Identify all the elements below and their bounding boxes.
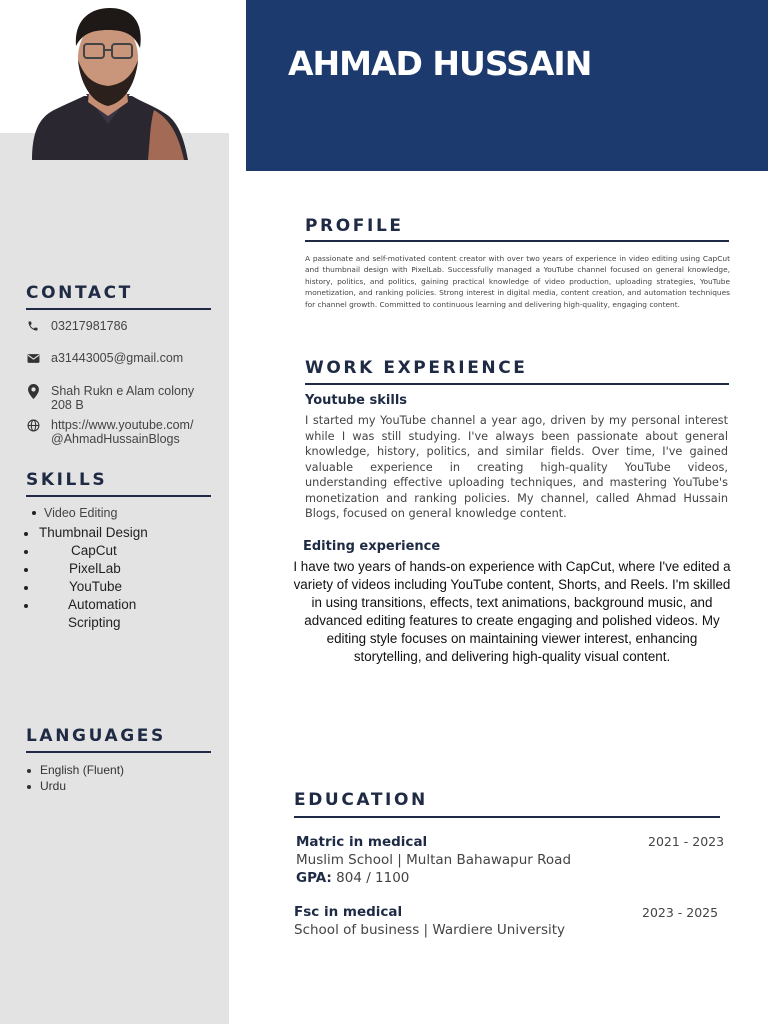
skill-item: Scripting — [68, 615, 121, 630]
skills-divider — [26, 495, 211, 497]
degree-years: 2023 - 2025 — [642, 905, 719, 920]
degree-years: 2021 - 2023 — [648, 834, 725, 849]
profile-divider — [305, 240, 729, 242]
languages-heading: LANGUAGES — [26, 726, 166, 746]
languages-divider — [26, 751, 211, 753]
job-title: Youtube skills — [305, 393, 408, 408]
address-text: Shah Rukn e Alam colony 208 B — [51, 384, 195, 412]
contact-address — [26, 384, 194, 412]
skill-item: CapCut — [26, 542, 216, 560]
degree-title: Matric in medical — [296, 834, 428, 850]
profile-heading: PROFILE — [305, 216, 404, 236]
skill-item: PixelLab — [26, 560, 216, 578]
location-pin-icon — [26, 384, 40, 398]
mail-icon — [26, 351, 40, 365]
gpa-label: GPA: — [296, 870, 332, 886]
contact-email — [26, 351, 183, 365]
contact-divider — [26, 308, 211, 310]
school-name: School of business | Wardiere University — [294, 922, 566, 938]
website-link[interactable]: https://www.youtube.com/ @AhmadHussainBlogs — [51, 418, 194, 446]
email-address[interactable]: a31443005@gmail.com — [51, 351, 184, 365]
skill-item: Video Editing — [26, 504, 216, 522]
contact-phone — [26, 319, 127, 333]
profile-photo — [28, 6, 188, 160]
candidate-name: AHMAD HUSSAIN — [288, 44, 592, 83]
skill-item: Thumbnail Design — [26, 524, 216, 542]
header-band — [246, 0, 768, 171]
profile-summary: A passionate and self-motivated content creator with over two years of experience in video editing using CapCut and thumbnail design with PixelLab. Successfully managed a YouTube channel focused on general knowledge, history, politics, and politics, gaining practical knowledge of video production, uploading strategies, YouTube monetization, and ranking policies. Strong interest in digital media, content creation, and automation techniques for channel growth. Committed to continuous learning and delivering high-quality, engaging content. — [305, 254, 730, 309]
language-item: Urdu — [27, 779, 66, 793]
job-description: I have two years of hands-on experience with CapCut, where I've edited a variety of videos including YouTube content, Shorts, and Reels. I'm skilled in using transitions, effects, text animations, background music, and advanced editing features to create engaging and polished videos. My editing style focuses on maintaining viewer interest, enhancing storytelling, and delivering high-quality visual content. — [293, 559, 731, 664]
skills-list — [26, 504, 216, 632]
work-divider — [305, 383, 729, 385]
job-title: Editing experience — [303, 539, 441, 554]
education-divider — [294, 816, 720, 818]
phone-number[interactable]: 03217981786 — [51, 319, 128, 333]
skill-item: YouTube — [26, 578, 216, 596]
contact-heading: CONTACT — [26, 283, 133, 303]
job-description: I started my YouTube channel a year ago, driven by my personal interest while I was still studying. I've always been passionate about general knowledge, history, politics, and similar fields. Over time, I've gained valuable experience in creating high-quality YouTube videos, understanding effective uploading techniques, and mastering YouTube's monetization and ranking policies. My channel, called Ahmad Hussain Blogs, focused on general knowledge content. — [305, 414, 728, 520]
phone-icon — [26, 319, 40, 333]
degree-title: Fsc in medical — [294, 904, 403, 920]
globe-icon — [26, 418, 40, 432]
school-name: Muslim School | Multan Bahawapur Road — [296, 852, 572, 868]
work-heading: WORK EXPERIENCE — [305, 358, 528, 378]
gpa-value: 804 / 1100 — [336, 870, 410, 886]
language-item: English (Fluent) — [27, 763, 124, 777]
education-heading: EDUCATION — [294, 790, 428, 810]
skills-heading: SKILLS — [26, 470, 108, 490]
gpa-line — [296, 870, 409, 886]
skill-item: Automation — [26, 596, 216, 614]
contact-website — [26, 418, 193, 446]
